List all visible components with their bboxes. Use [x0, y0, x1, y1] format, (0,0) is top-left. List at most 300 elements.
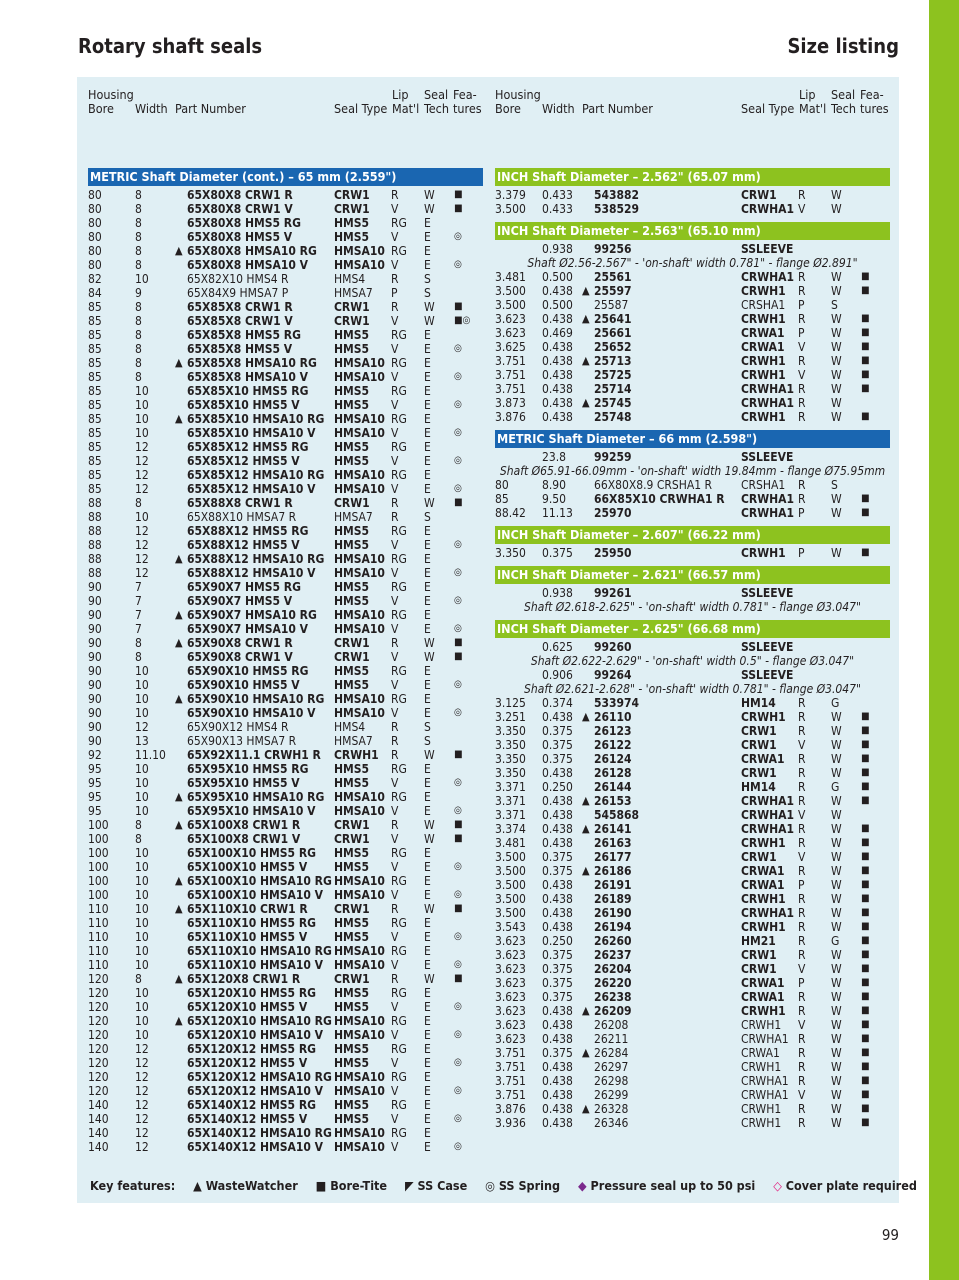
cell-seal-tech: E [424, 580, 431, 594]
cell-bore: 90 [88, 678, 102, 692]
cell-features: ■ [861, 507, 870, 518]
table-row [495, 738, 890, 752]
inch-section-header: INCH Shaft Diameter – 2.562" (65.07 mm) [495, 168, 890, 186]
cell-part-number: 65X110X10 HMS5 V [187, 930, 308, 944]
table-row [88, 1098, 483, 1112]
cell-lip-material: R [798, 836, 806, 850]
cell-lip-material: V [391, 888, 399, 902]
cell-features: ■ [454, 833, 463, 844]
table-row [495, 878, 890, 892]
cell-width: 8 [135, 832, 142, 846]
cell-bore: 85 [88, 482, 102, 496]
cell-part-number: 65X120X10 HMS5 RG [187, 986, 316, 1000]
cell-lip-material: R [798, 1074, 806, 1088]
cell-features: ■ [861, 767, 870, 778]
cell-bore: 3.623 [495, 1018, 526, 1032]
cell-width: 10 [135, 398, 149, 412]
cell-features: ■ [861, 865, 870, 876]
wastewatcher-icon: ▲ [582, 1004, 590, 1017]
cell-lip-material: R [391, 902, 399, 916]
cell-width: 10 [135, 790, 149, 804]
cell-width: 0.438 [542, 1060, 573, 1074]
cell-lip-material: RG [391, 608, 407, 622]
cell-part-number: 65X95X10 HMSA10 V [187, 804, 316, 818]
cell-seal-tech: W [831, 312, 842, 326]
cell-width: 0.438 [542, 312, 573, 326]
cell-seal-type: SSLEEVE [741, 668, 794, 682]
table-row [88, 426, 483, 440]
cell-seal-tech: W [831, 990, 842, 1004]
cell-seal-tech: E [424, 762, 431, 776]
cell-part-number: 65X140X12 HMS5 V [187, 1112, 308, 1126]
cell-seal-type: CRWA1 [741, 326, 785, 340]
cell-lip-material: V [391, 1112, 399, 1126]
cell-seal-type: HMSA10 [334, 608, 385, 622]
cell-lip-material: RG [391, 1014, 407, 1028]
cell-features: ■ [454, 651, 463, 662]
table-row [88, 846, 483, 860]
cell-part-number: 65X82X10 HMS4 R [187, 272, 289, 286]
cell-seal-type: CRW1 [334, 832, 370, 846]
cell-seal-tech: E [424, 342, 431, 356]
cell-seal-tech: E [424, 944, 431, 958]
cell-width: 0.438 [542, 1032, 573, 1046]
cell-width: 0.438 [542, 822, 573, 836]
cell-seal-tech: W [831, 808, 842, 822]
col-features: Fea- tures [860, 87, 889, 116]
cell-seal-type: CRW1 [334, 972, 370, 986]
cell-bore: 88 [88, 496, 102, 510]
table-row [88, 342, 483, 356]
cell-width: 8 [135, 356, 142, 370]
cell-part-number: 65X120X12 HMSA10 RG [187, 1070, 332, 1084]
col-housing-bore: Housing Bore [88, 87, 134, 116]
cell-part-number: 26153 [594, 794, 632, 808]
cell-seal-tech: W [424, 496, 435, 510]
cell-bore: 3.371 [495, 780, 526, 794]
cell-part-number: 65X120X12 HMSA10 V [187, 1084, 324, 1098]
table-row [88, 804, 483, 818]
cell-bore: 3.125 [495, 696, 526, 710]
table-row [495, 808, 890, 822]
wastewatcher-icon: ▲ [175, 356, 183, 369]
cell-features: ■ [861, 725, 870, 736]
cell-part-number: 26298 [594, 1074, 629, 1088]
table-row [88, 790, 483, 804]
cell-part-number: 25714 [594, 382, 632, 396]
cell-bore: 85 [88, 384, 102, 398]
cell-seal-type: HMSA10 [334, 622, 385, 636]
cell-width: 0.438 [542, 808, 573, 822]
cell-bore: 3.350 [495, 752, 526, 766]
cell-bore: 90 [88, 734, 102, 748]
cell-part-number: 65X80X8 CRW1 V [187, 202, 293, 216]
cell-lip-material: V [391, 454, 399, 468]
table-row [495, 906, 890, 920]
cell-width: 8 [135, 230, 142, 244]
cell-part-number: 65X90X8 CRW1 R [187, 636, 293, 650]
cell-seal-type: HMS5 [334, 230, 370, 244]
cell-bore: 3.751 [495, 1074, 526, 1088]
cell-seal-type: HMS5 [334, 664, 370, 678]
col-lip-mat: Lip Mat'l [799, 87, 827, 116]
sleeve-note: Shaft Ø2.621-2.628" - 'on-shaft' width 0.781" - flange Ø3.047" [524, 682, 861, 696]
key-cover-plate: ◇ Cover plate required [773, 1178, 917, 1193]
cell-width: 0.438 [542, 1074, 573, 1088]
table-row [88, 552, 483, 566]
cell-features: ■ [454, 497, 463, 508]
cell-seal-type: CRW1 [741, 738, 777, 752]
cell-seal-tech: E [424, 244, 431, 258]
cell-features: ◎ [454, 861, 462, 872]
cell-width: 0.250 [542, 934, 573, 948]
table-row [495, 396, 890, 410]
cell-part-number: 26123 [594, 724, 632, 738]
table-row [88, 916, 483, 930]
cell-part-number: 65X85X12 HMS5 V [187, 454, 300, 468]
cell-width: 12 [135, 1070, 149, 1084]
table-row [88, 286, 483, 300]
cell-bore: 110 [88, 916, 109, 930]
cell-lip-material: V [391, 538, 399, 552]
cell-seal-type: HMSA10 [334, 1028, 385, 1042]
cell-seal-type: HMSA10 [334, 1126, 385, 1140]
cell-bore: 85 [495, 492, 509, 506]
cell-seal-type: HMSA10 [334, 1084, 385, 1098]
cell-seal-type: SSLEEVE [741, 640, 794, 654]
cell-bore: 95 [88, 790, 102, 804]
cell-seal-type: HMSA7 [334, 510, 373, 524]
sleeve-note: Shaft Ø65.91-66.09mm - 'on-shaft' width 19.84mm - flange Ø75.95mm [499, 464, 886, 478]
cell-width: 8 [135, 496, 142, 510]
cell-seal-tech: E [424, 412, 431, 426]
cell-width: 0.433 [542, 188, 573, 202]
cell-width: 10 [135, 860, 149, 874]
cell-lip-material: R [798, 396, 806, 410]
cell-part-number: 99260 [594, 640, 632, 654]
key-ss-spring: ◎ SS Spring [485, 1178, 561, 1193]
table-row [88, 538, 483, 552]
table-row [495, 794, 890, 808]
cell-part-number: 25970 [594, 506, 632, 520]
cell-features: ■◎ [454, 315, 471, 326]
cell-features: ◎ [454, 777, 462, 788]
cell-part-number: 26191 [594, 878, 632, 892]
cell-part-number: 65X80X8 HMS5 V [187, 230, 293, 244]
cell-lip-material: V [391, 594, 399, 608]
cell-part-number: 65X90X7 HMS5 RG [187, 580, 301, 594]
cell-seal-tech: E [424, 370, 431, 384]
cell-width: 12 [135, 1126, 149, 1140]
cell-width: 11.10 [135, 748, 166, 762]
cell-part-number: 25950 [594, 546, 632, 560]
cell-seal-tech: W [831, 822, 842, 836]
table-row [495, 948, 890, 962]
cell-lip-material: R [798, 990, 806, 1004]
cell-seal-tech: E [424, 888, 431, 902]
cell-bore: 90 [88, 720, 102, 734]
cell-seal-tech: W [831, 794, 842, 808]
cell-part-number: 65X85X8 HMSA10 V [187, 370, 309, 384]
cell-bore: 80 [88, 230, 102, 244]
cell-seal-tech: W [831, 948, 842, 962]
cell-lip-material: RG [391, 874, 407, 888]
cell-features: ◎ [454, 931, 462, 942]
cell-seal-type: HMS5 [334, 524, 370, 538]
cell-width: 8 [135, 972, 142, 986]
cell-lip-material: R [798, 1116, 806, 1130]
cell-width: 8 [135, 202, 142, 216]
cell-lip-material: R [391, 720, 399, 734]
table-row [495, 822, 890, 836]
cell-width: 8 [135, 300, 142, 314]
cell-seal-tech: W [831, 962, 842, 976]
cell-part-number: 65X100X10 HMS5 RG [187, 846, 316, 860]
cell-part-number: 26144 [594, 780, 632, 794]
cell-seal-tech: W [424, 818, 435, 832]
cell-width: 0.438 [542, 340, 573, 354]
cell-width: 0.375 [542, 864, 573, 878]
cell-seal-type: CRW1 [334, 636, 370, 650]
cell-seal-tech: W [831, 396, 842, 410]
cell-part-number: 25713 [594, 354, 632, 368]
cell-seal-type: HMSA10 [334, 552, 385, 566]
cell-width: 10 [135, 678, 149, 692]
cell-part-number: 65X85X8 HMS5 V [187, 342, 293, 356]
cell-lip-material: V [391, 1000, 399, 1014]
table-row [495, 864, 890, 878]
table-row [495, 1032, 890, 1046]
cell-bore: 3.623 [495, 1032, 526, 1046]
cell-seal-tech: W [424, 188, 435, 202]
cell-bore: 100 [88, 846, 109, 860]
cell-seal-type: HM14 [741, 696, 776, 710]
table-row [88, 944, 483, 958]
col-width: Width [135, 101, 168, 116]
cell-seal-tech: E [424, 566, 431, 580]
cell-lip-material: R [798, 766, 806, 780]
cell-lip-material: RG [391, 790, 407, 804]
cell-lip-material: RG [391, 664, 407, 678]
cell-seal-type: HMSA10 [334, 244, 385, 258]
cell-seal-tech: W [831, 284, 842, 298]
cell-width: 8 [135, 244, 142, 258]
cell-features: ◎ [454, 1057, 462, 1068]
cell-bore: 3.500 [495, 864, 526, 878]
cell-part-number: 26190 [594, 906, 632, 920]
cell-bore: 82 [88, 272, 102, 286]
cell-seal-type: CRW1 [334, 818, 370, 832]
cell-width: 7 [135, 608, 142, 622]
cell-part-number: 26194 [594, 920, 632, 934]
cell-part-number: 25725 [594, 368, 632, 382]
col-seal-tech: Seal Tech [831, 87, 856, 116]
wastewatcher-icon: ▲ [582, 396, 590, 409]
table-row [495, 270, 890, 284]
cell-lip-material: R [798, 312, 806, 326]
cell-features: ◎ [454, 959, 462, 970]
table-row [88, 384, 483, 398]
cell-lip-material: R [798, 1046, 806, 1060]
cell-lip-material: RG [391, 1098, 407, 1112]
cell-part-number: 26204 [594, 962, 632, 976]
cell-width: 0.375 [542, 738, 573, 752]
table-row [88, 930, 483, 944]
cell-features: ◎ [454, 1085, 462, 1096]
cell-features: ◎ [454, 399, 462, 410]
cell-bore: 100 [88, 818, 109, 832]
cell-seal-tech: W [831, 188, 842, 202]
cell-width: 0.438 [542, 1004, 573, 1018]
left-column [88, 84, 483, 1154]
cell-width: 10 [135, 664, 149, 678]
cell-lip-material: V [391, 622, 399, 636]
cell-lip-material: R [798, 948, 806, 962]
cell-part-number: 26328 [594, 1102, 629, 1116]
cell-lip-material: RG [391, 412, 407, 426]
cell-width: 0.438 [542, 836, 573, 850]
cell-width: 10 [135, 1000, 149, 1014]
table-row [88, 1140, 483, 1154]
table-row [88, 356, 483, 370]
cell-seal-tech: E [424, 468, 431, 482]
cell-width: 13 [135, 734, 149, 748]
key-label: Key features: [90, 1178, 176, 1193]
sleeve-note: Shaft Ø2.56-2.567" - 'on-shaft' width 0.781" - flange Ø2.891" [527, 256, 858, 270]
cell-seal-tech: E [424, 230, 431, 244]
table-row [88, 188, 483, 202]
cell-lip-material: R [391, 972, 399, 986]
cell-features: ◎ [454, 539, 462, 550]
cell-seal-tech: W [831, 1032, 842, 1046]
cell-part-number: 26128 [594, 766, 632, 780]
cell-seal-tech: E [424, 860, 431, 874]
cell-features: ■ [861, 907, 870, 918]
col-housing-bore: Housing Bore [495, 87, 541, 116]
cell-seal-type: CRWHA1 [741, 492, 795, 506]
cell-seal-type: HMS5 [334, 1042, 370, 1056]
cell-width: 10 [135, 412, 149, 426]
table-row [88, 216, 483, 230]
cell-bore: 3.481 [495, 270, 526, 284]
cell-bore: 90 [88, 608, 102, 622]
cell-bore: 95 [88, 804, 102, 818]
table-row [495, 450, 890, 464]
cell-seal-tech: S [831, 478, 838, 492]
cell-width: 10 [135, 706, 149, 720]
cell-part-number: 26211 [594, 1032, 629, 1046]
cell-bore: 3.751 [495, 1060, 526, 1074]
cell-part-number: 99256 [594, 242, 632, 256]
cell-lip-material: V [391, 314, 399, 328]
cell-seal-type: HMSA10 [334, 944, 385, 958]
cell-seal-tech: G [831, 696, 840, 710]
cell-seal-type: HMSA10 [334, 888, 385, 902]
cell-seal-tech: E [424, 874, 431, 888]
cell-seal-type: HMS5 [334, 538, 370, 552]
table-row [88, 622, 483, 636]
cell-lip-material: V [391, 566, 399, 580]
cell-width: 10 [135, 888, 149, 902]
cell-seal-type: CRWA1 [741, 864, 785, 878]
cell-lip-material: R [798, 934, 806, 948]
cell-bore: 88 [88, 566, 102, 580]
table-row [495, 298, 890, 312]
cell-seal-type: HMS5 [334, 860, 370, 874]
table-row [495, 506, 890, 520]
table-row [88, 678, 483, 692]
cell-bore: 3.350 [495, 546, 526, 560]
cell-seal-type: HMS5 [334, 1000, 370, 1014]
cell-width: 12 [135, 566, 149, 580]
cell-seal-tech: G [831, 934, 840, 948]
cell-lip-material: RG [391, 524, 407, 538]
cell-seal-type: CRWHA1 [741, 270, 795, 284]
cell-features: ■ [861, 1089, 870, 1100]
cell-seal-type: HMSA7 [334, 734, 373, 748]
table-row [495, 202, 890, 216]
cell-features: ■ [454, 301, 463, 312]
cell-bore: 3.623 [495, 1004, 526, 1018]
cell-features: ■ [454, 819, 463, 830]
cell-seal-type: CRWH1 [741, 1060, 782, 1074]
cell-lip-material: V [798, 850, 806, 864]
cell-width: 10 [135, 846, 149, 860]
cell-part-number: 25748 [594, 410, 632, 424]
table-row [88, 202, 483, 216]
cell-features: ■ [861, 383, 870, 394]
cell-seal-tech: S [424, 286, 431, 300]
cell-bore: 80 [495, 478, 509, 492]
cell-lip-material: R [798, 478, 806, 492]
cell-seal-tech: E [424, 622, 431, 636]
cell-part-number: 65X88X10 HMSA7 R [187, 510, 297, 524]
table-row [495, 354, 890, 368]
page-title: Rotary shaft seals [78, 34, 263, 58]
cell-seal-type: HMS5 [334, 1112, 370, 1126]
cell-part-number: 65X90X10 HMSA10 RG [187, 692, 325, 706]
cell-seal-type: HMSA10 [334, 1014, 385, 1028]
table-row [88, 230, 483, 244]
cell-features: ■ [861, 1019, 870, 1030]
cell-features: ◎ [454, 231, 462, 242]
cell-seal-tech: W [831, 506, 842, 520]
cell-seal-type: HMSA10 [334, 706, 385, 720]
cell-seal-tech: E [424, 776, 431, 790]
cell-bore: 88 [88, 538, 102, 552]
cell-part-number: 65X110X10 HMSA10 RG [187, 944, 332, 958]
cell-bore: 80 [88, 258, 102, 272]
cell-width: 0.438 [542, 1018, 573, 1032]
cell-width: 0.438 [542, 1116, 573, 1130]
cell-seal-tech: W [831, 1060, 842, 1074]
cell-seal-type: CRW1 [334, 300, 370, 314]
cell-features: ■ [861, 1117, 870, 1128]
page-number: 99 [881, 1226, 899, 1244]
cell-width: 8.90 [542, 478, 567, 492]
cell-width: 10 [135, 1014, 149, 1028]
cell-lip-material: R [798, 780, 806, 794]
cell-lip-material: V [391, 398, 399, 412]
table-row [88, 1056, 483, 1070]
cell-seal-type: CRWH1 [741, 1116, 782, 1130]
cell-lip-material: V [391, 1084, 399, 1098]
cell-seal-type: HMS5 [334, 916, 370, 930]
cell-seal-tech: E [424, 454, 431, 468]
cell-bore: 85 [88, 468, 102, 482]
table-row [88, 1112, 483, 1126]
col-seal-type: Seal Type [741, 101, 795, 116]
